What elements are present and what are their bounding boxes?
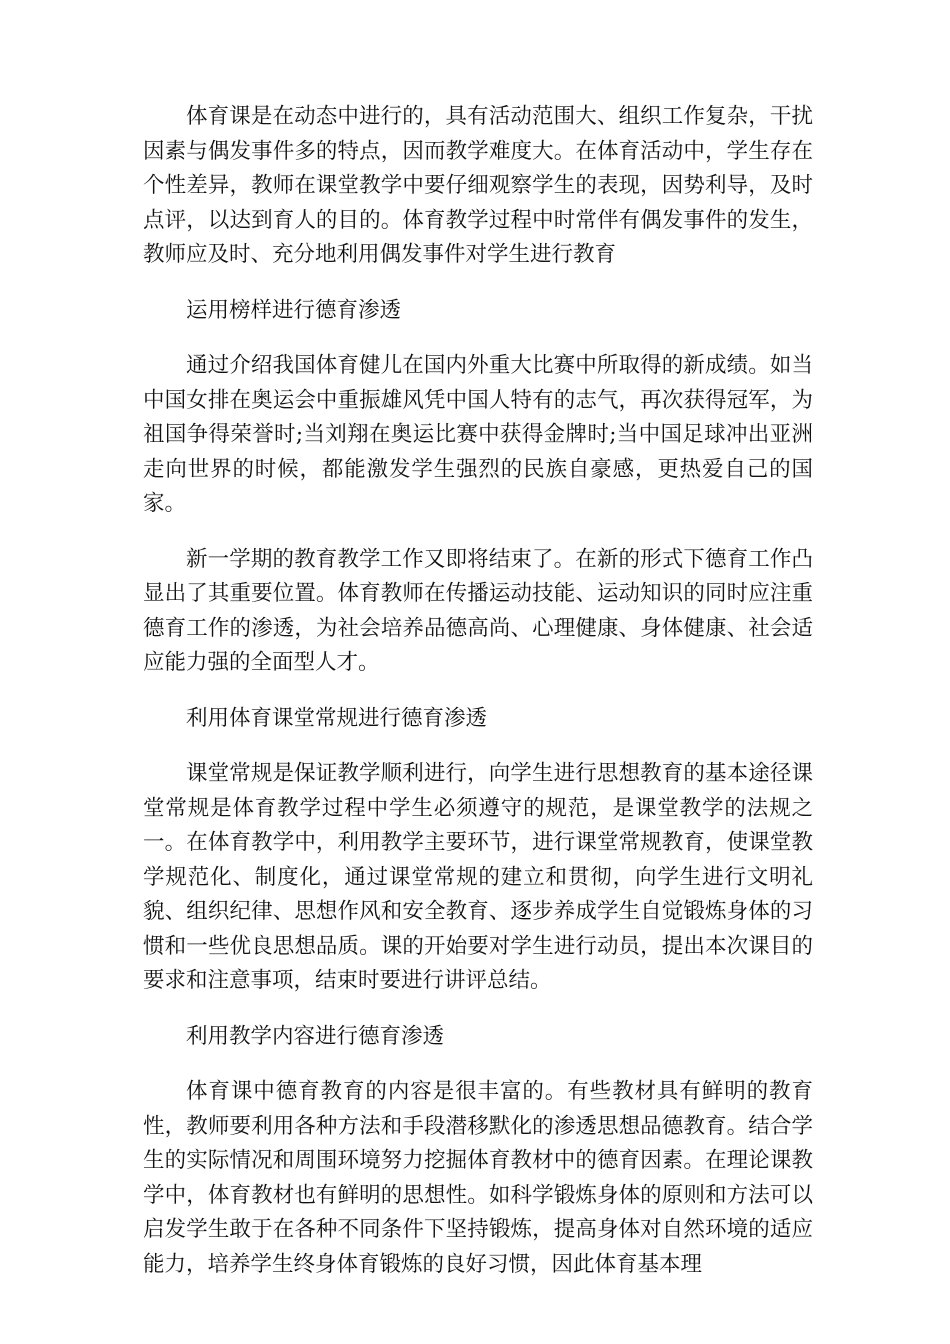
- body-paragraph: 课堂常规是保证教学顺利进行，向学生进行思想教育的基本途径课堂常规是体育教学过程中学生必须遵守的规范，是课堂教学的法规之一。在体育教学中，利用教学主要环节，进行课堂常规教育，使课堂教学规范化、制度化，通过课堂常规的建立和贯彻，向学生进行文明礼貌、组织纪律、思想作风和安全教育、逐步养成学生自觉锻炼身体的习惯和一些优良思想品质。课的开始要对学生进行动员，提出本次课目的要求和注意事项，结束时要进行讲评总结。: [143, 761, 813, 993]
- section-heading: 运用榜样进行德育渗透: [186, 297, 402, 323]
- document-page: [143, 100, 813, 1303]
- body-paragraph: 通过介绍我国体育健儿在国内外重大比赛中所取得的新成绩。如当中国女排在奥运会中重振雄风凭中国人特有的志气，再次获得冠军，为祖国争得荣誉时;当刘翔在奥运比赛中获得金牌时;当中国足球冲出亚洲走向世界的时候，都能激发学生强烈的民族自豪感，更热爱自己的国家。: [143, 353, 813, 516]
- body-paragraph: 体育课中德育教育的内容是很丰富的。有些教材具有鲜明的教育性，教师要利用各种方法和手段潜移默化的渗透思想品德教育。结合学生的实际情况和周围环境努力挖掘体育教材中的德育因素。在理论课教学中，体育教材也有鲜明的思想性。如科学锻炼身体的原则和方法可以启发学生敢于在各种不同条件下坚持锻炼，提高身体对自然环境的适应能力，培养学生终身体育锻炼的良好习惯，因此体育基本理: [143, 1079, 813, 1277]
- body-paragraph: 体育课是在动态中进行的，具有活动范围大、组织工作复杂，干扰因素与偶发事件多的特点，因而教学难度大。在体育活动中，学生存在个性差异，教师在课堂教学中要仔细观察学生的表现，因势利导，及时点评，以达到育人的目的。体育教学过程中时常伴有偶发事件的发生，教师应及时、充分地利用偶发事件对学生进行教育: [143, 104, 813, 267]
- section-heading: 利用体育课堂常规进行德育渗透: [186, 705, 488, 731]
- section-heading: 利用教学内容进行德育渗透: [186, 1023, 445, 1049]
- body-paragraph: 新一学期的教育教学工作又即将结束了。在新的形式下德育工作凸显出了其重要位置。体育教师在传播运动技能、运动知识的同时应注重德育工作的渗透，为社会培养品德高尚、心理健康、身体健康、社会适应能力强的全面型人才。: [143, 546, 813, 675]
